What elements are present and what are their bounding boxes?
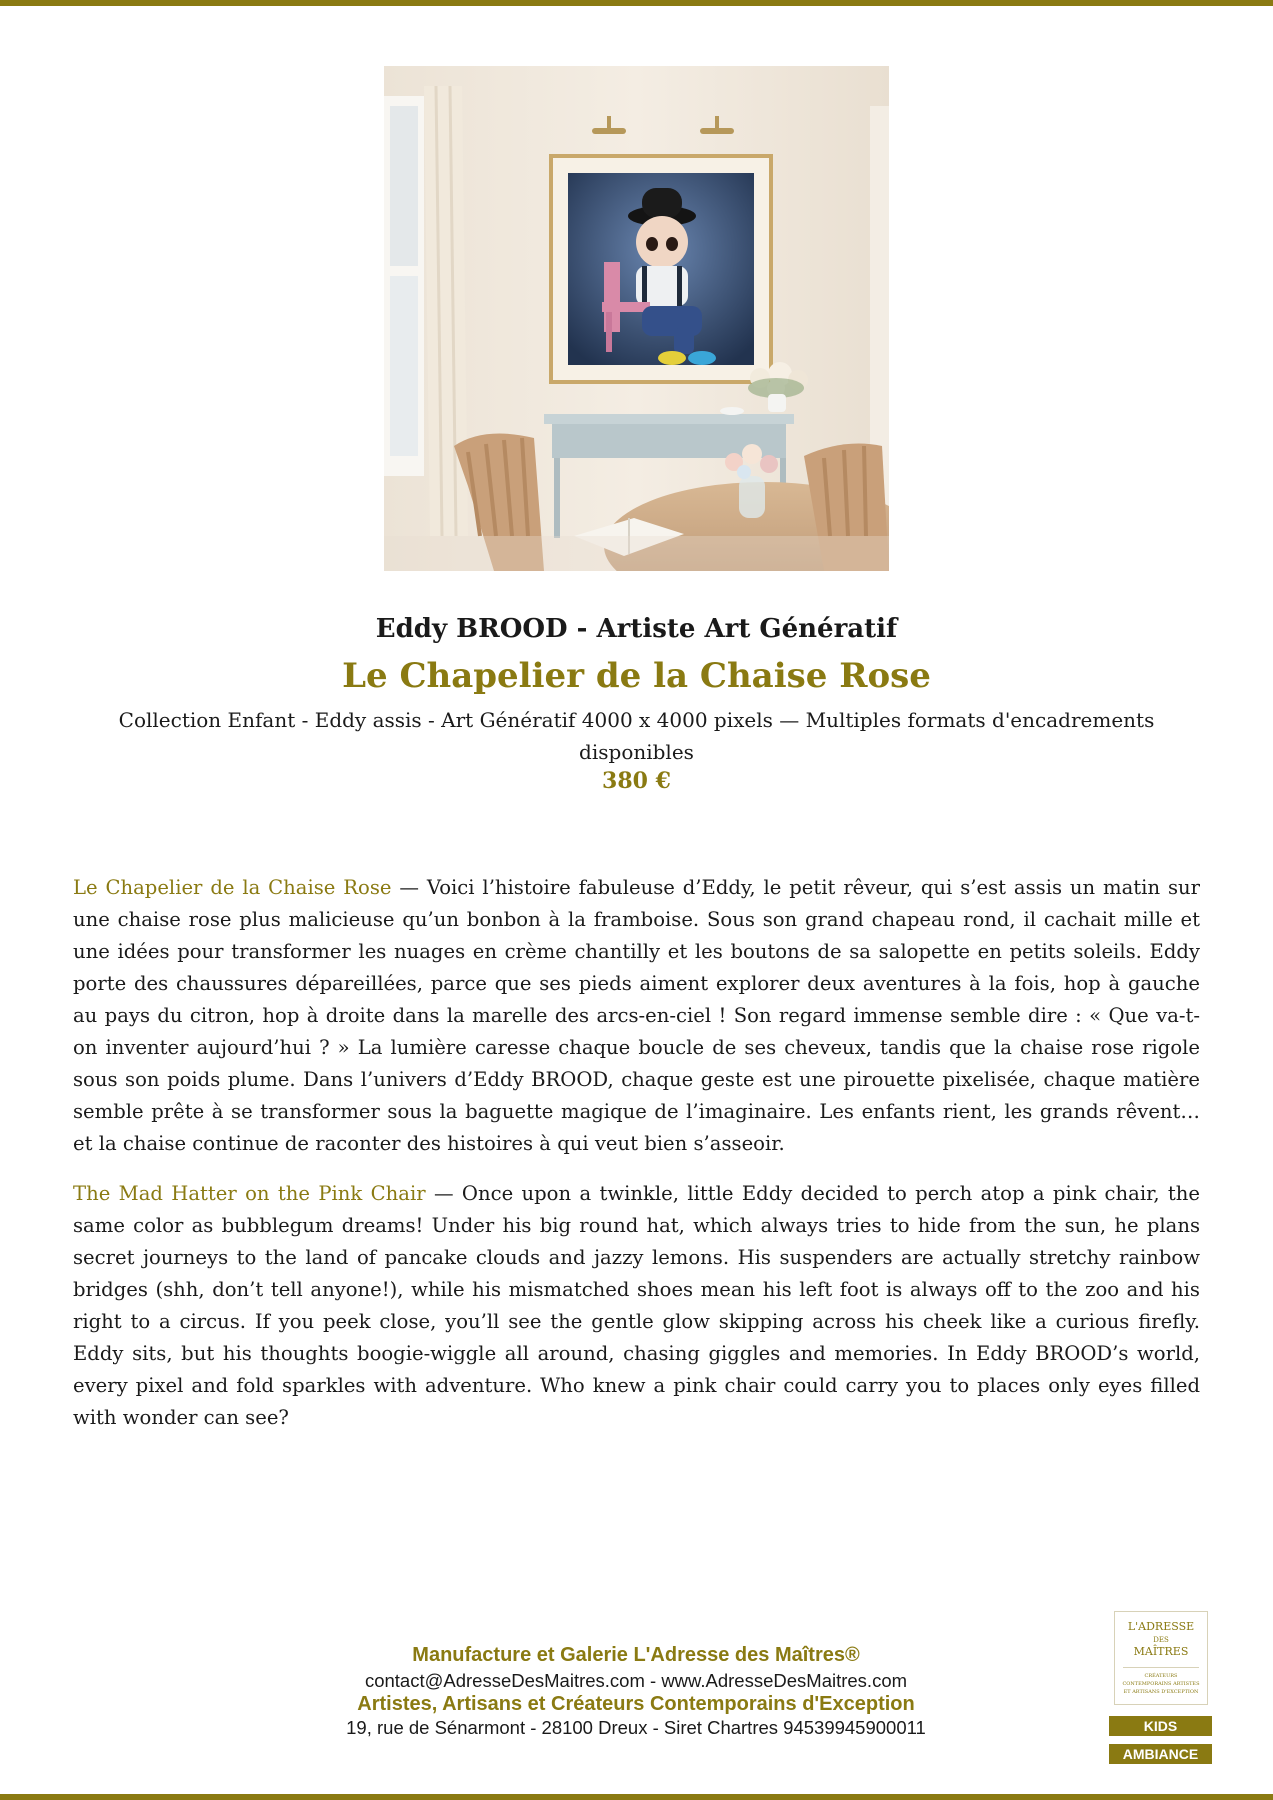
artwork-price: 380 €	[602, 768, 671, 794]
footer-address: 19, rue de Sénarmont - 28100 Dreux - Siret Chartres 94539945900011	[346, 1717, 926, 1738]
description-fr-lead: Le Chapelier de la Chaise Rose	[73, 876, 392, 899]
bottom-rule	[0, 1794, 1273, 1800]
footer-contact: contact@AdresseDesMaitres.com - www.AdresseDesMaitres.com	[364, 1670, 908, 1691]
brand-logo	[1114, 1611, 1208, 1705]
logo-line-1: L'ADRESSE	[1127, 1620, 1195, 1633]
logo-line-4: CRÉATEURS CONTEMPORAINS ARTISTES ET ARTISANS D'EXCEPTION	[1122, 1673, 1200, 1695]
tag-ambiance: AMBIANCE	[1109, 1744, 1212, 1764]
description-fr-text: — Voici l’histoire fabuleuse d’Eddy, le petit rêveur, qui s’est assis un matin sur une chaise rose plus malicieuse qu’un bonbon à la framboise. Sous son grand chapeau rond, il cachait mille et une idées pour transformer les nuages en crème chantilly et les boutons de sa salopette en petits soleils. Eddy porte des chaussures dépareillées, parce que ses pieds aiment explorer deux aventures à la fois, hop à gauche au pays du citron, hop à droite dans la marelle des arcs-en-ciel ! Son regard immense semble dire : « Que va-t-on inventer aujourd’hui ? » La lumière caresse chaque boucle de ses cheveux, tandis que la chaise rose rigole sous son poids plume. Dans l’univers d’Eddy BROOD, chaque geste est une pirouette pixelisée, chaque matière semble prête à se transformer sous la baguette magique de l’imaginaire. Les enfants rient, les grands rêvent… et la chaise continue de raconter des histoires à qui veut bien s’asseoir.	[73, 876, 1201, 1155]
description-en-text: — Once upon a twinkle, little Eddy decided to perch atop a pink chair, the same color as bubblegum dreams! Under his big round hat, which always tries to hide from the sun, he plans secret journeys to the land of pancake clouds and jazzy lemons. His suspenders are actually stretchy rainbow bridges (shh, don’t tell anyone!), while his mismatched shoes mean his left foot is always off to the zoo and his right to a circus. If you peek close, you’ll see the gentle glow skipping across his cheek like a curious firefly. Eddy sits, but his thoughts boogie-wiggle all around, chasing giggles and memories. In Eddy BROOD’s world, every pixel and fold sparkles with adventure. Who knew a pink chair could carry you to places only eyes filled with wonder can see?	[73, 1182, 1200, 1429]
description-fr	[73, 872, 1200, 1160]
top-rule	[0, 0, 1273, 6]
artwork-subtitle: Collection Enfant - Eddy assis - Art Génératif 4000 x 4000 pixels — Multiples formats d'encadrements disponibles	[118, 708, 1155, 764]
artist-name: Eddy BROOD - Artiste Art Génératif	[375, 614, 898, 644]
description-en-lead: The Mad Hatter on the Pink Chair	[73, 1182, 426, 1205]
description-en	[73, 1178, 1200, 1434]
logo-line-2: DES	[1153, 1636, 1169, 1644]
logo-divider	[1123, 1667, 1199, 1668]
tag-kids: KIDS	[1109, 1716, 1212, 1736]
artwork-title: Le Chapelier de la Chaise Rose	[342, 656, 931, 696]
logo-line-3: MAÎTRES	[1133, 1645, 1189, 1658]
artwork-room-photo	[384, 66, 889, 571]
footer-company: Manufacture et Galerie L'Adresse des Maîtres®	[412, 1644, 860, 1666]
footer-tagline: Artistes, Artisans et Créateurs Contemporains d'Exception	[357, 1693, 915, 1715]
